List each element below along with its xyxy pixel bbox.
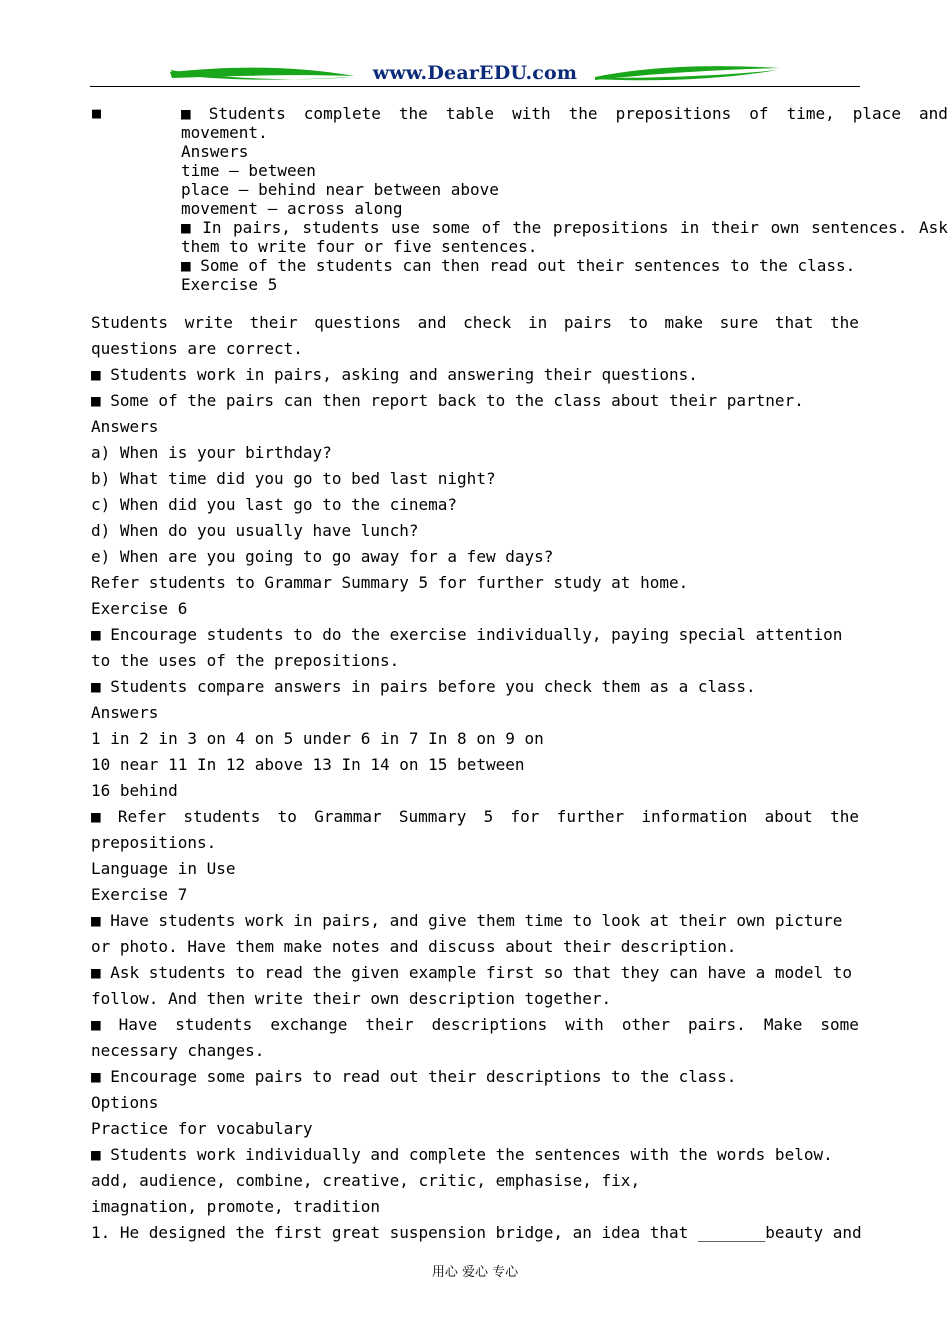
text-line: Answers (181, 142, 249, 161)
text-line: b) What time did you go to bed last night? (91, 469, 496, 488)
text-line: ■ Encourage some pairs to read out their descriptions to the class. (91, 1067, 737, 1086)
word: the (568, 104, 598, 123)
word: that (774, 313, 814, 332)
word: Have (118, 1015, 158, 1034)
text-line: ■ Some of the pairs can then report back to the class about their partner. (91, 391, 804, 410)
word: some (431, 218, 471, 237)
text-line: Options (91, 1093, 159, 1112)
word: questions (314, 313, 401, 332)
word: make (664, 313, 704, 332)
text-line: them to write four or five sentences. (181, 237, 538, 256)
word: check (463, 313, 512, 332)
text-line: to the uses of the prepositions. (91, 651, 400, 670)
text-line: a) When is your birthday? (91, 443, 332, 462)
word: with (565, 1015, 604, 1034)
text-line: ■ Encourage students to do the exercise individually, paying special attention (91, 625, 843, 644)
word: about (764, 807, 813, 826)
main-text (91, 310, 862, 1246)
word: in (527, 313, 548, 332)
word: pairs (563, 313, 612, 332)
text-line: Practice for vocabulary (91, 1119, 313, 1138)
word: their (249, 313, 298, 332)
word: their (710, 218, 760, 237)
word: table (445, 104, 495, 123)
word: 5 (483, 807, 494, 826)
word: Students (91, 313, 169, 332)
outer-bullet: ■ (92, 104, 102, 122)
word: sentences. (811, 218, 908, 237)
text-line: ■ Students compare answers in pairs before you check them as a class. (91, 677, 756, 696)
text-line: ■ Students work in pairs, asking and answering their questions. (91, 365, 698, 384)
word: the (398, 104, 428, 123)
page-footer: 用心 爱心 专心 (431, 1265, 519, 1280)
justified-line (91, 310, 859, 336)
text-line: place – behind near between above (181, 180, 499, 199)
word: and (919, 104, 948, 123)
word: Grammar (314, 807, 382, 826)
word: and (417, 313, 447, 332)
word: pairs. (688, 1015, 746, 1034)
text-line: ■ Ask students to read the given example first so that they can have a model to (91, 963, 852, 982)
text-line: ■ Some of the students can then read out their sentences to the class. (181, 256, 856, 275)
word: ■ (181, 104, 191, 123)
text-line: imagnation, promote, tradition (91, 1197, 380, 1216)
text-line: Exercise 7 (91, 885, 188, 904)
text-line: ■ Students work individually and complete the sentences with the words below. (91, 1145, 833, 1164)
word: the (512, 218, 542, 237)
word: to (628, 313, 648, 332)
text-line: movement – across along (181, 199, 403, 218)
word: Ask (918, 218, 948, 237)
word: prepositions (552, 218, 669, 237)
text-line: e) When are you going to go away for a few days? (91, 547, 554, 566)
justified-line (91, 1012, 859, 1038)
word: Make (763, 1015, 803, 1034)
word: the (830, 807, 859, 826)
word: exchange (270, 1015, 348, 1034)
word: of (749, 104, 769, 123)
text-line: Exercise 6 (91, 599, 188, 618)
word: sure (719, 313, 759, 332)
text-line: 1 in 2 in 3 on 4 on 5 under 6 in 7 In 8 on 9 on (91, 729, 544, 748)
word: ■ (91, 1015, 101, 1034)
word: own (770, 218, 800, 237)
text-line: 1. He designed the first great suspension bridge, an idea that _______beauty and (91, 1223, 862, 1242)
text-line: Refer students to Grammar Summary 5 for further study at home. (91, 573, 689, 592)
text-line: prepositions. (91, 833, 217, 852)
text-line: necessary changes. (91, 1041, 265, 1060)
word: of (481, 218, 501, 237)
word: ■ (181, 218, 191, 237)
text-line: 16 behind (91, 781, 178, 800)
word: time, (786, 104, 835, 123)
text-line: follow. And then write their own description together. (91, 989, 612, 1008)
word: for (510, 807, 540, 826)
header-rule (90, 86, 860, 87)
text-line: Answers (91, 703, 159, 722)
text-line: time – between (181, 161, 316, 180)
word: further (556, 807, 625, 826)
word: to (277, 807, 297, 826)
text-line: Exercise 5 (181, 275, 278, 294)
word: ■ (91, 807, 101, 826)
word: descriptions (431, 1015, 548, 1034)
justified-line (181, 218, 948, 237)
word: with (512, 104, 551, 123)
word: the (829, 313, 859, 332)
word: use (391, 218, 420, 237)
word: write (184, 313, 233, 332)
text-line: Language in Use (91, 859, 236, 878)
text-line: questions are correct. (91, 339, 303, 358)
justified-line (91, 804, 859, 830)
word: students (302, 218, 380, 237)
page-header (90, 60, 860, 90)
site-logo[interactable]: www.DearEDU.com (372, 62, 578, 84)
word: complete (303, 104, 381, 123)
word: students (175, 1015, 253, 1034)
text-line: add, audience, combine, creative, critic, emphasise, fix, (91, 1171, 641, 1190)
text-line: ■ Have students work in pairs, and give them time to look at their own picture (91, 911, 843, 930)
word: their (365, 1015, 414, 1034)
text-line: or photo. Have them make notes and discuss about their description. (91, 937, 737, 956)
word: Refer (117, 807, 167, 826)
word: prepositions (615, 104, 732, 123)
word: other (621, 1015, 670, 1034)
word: some (820, 1015, 859, 1034)
text-line: d) When do you usually have lunch? (91, 521, 419, 540)
word: pairs, (233, 218, 291, 237)
word: Students (208, 104, 286, 123)
word: place (852, 104, 901, 123)
justified-line (181, 104, 948, 123)
text-line: c) When did you last go to the cinema? (91, 495, 458, 514)
word: information (641, 807, 748, 826)
word: Summary (398, 807, 467, 826)
text-line: movement. (181, 123, 268, 142)
text-line: 10 near 11 In 12 above 13 In 14 on 15 between (91, 755, 525, 774)
text-line: Answers (91, 417, 159, 436)
word: in (680, 218, 700, 237)
word: students (183, 807, 261, 826)
word: In (202, 218, 222, 237)
